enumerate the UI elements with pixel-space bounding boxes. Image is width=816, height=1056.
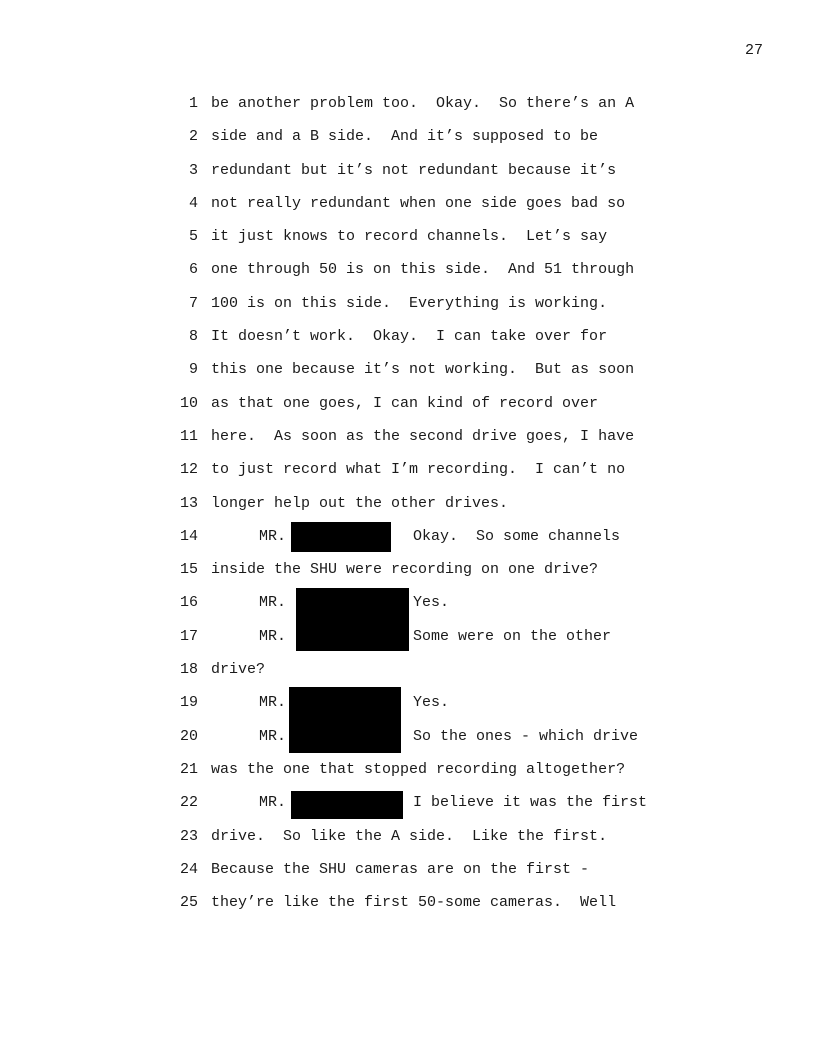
line-number: 24 xyxy=(179,860,198,878)
transcript-line xyxy=(0,160,816,193)
transcript-line xyxy=(0,259,816,292)
line-text: was the one that stopped recording altogether? xyxy=(211,760,626,778)
redaction-box xyxy=(289,687,401,753)
line-number: 11 xyxy=(179,427,198,445)
line-text: Some were on the other xyxy=(413,627,612,645)
line-text: be another problem too. Okay. So there’s an A xyxy=(211,95,635,112)
line-number: 20 xyxy=(179,727,198,745)
line-number: 17 xyxy=(179,627,198,645)
line-text: drive? xyxy=(211,661,266,679)
transcript-line xyxy=(0,826,816,859)
line-text: I believe it was the first xyxy=(413,794,648,812)
transcript-line xyxy=(0,359,816,392)
line-number: 15 xyxy=(179,561,198,579)
transcript-line xyxy=(0,459,816,492)
transcript-line xyxy=(0,126,816,159)
transcript-line xyxy=(0,326,816,359)
transcript-line xyxy=(0,659,816,692)
transcript-line xyxy=(0,692,816,725)
redaction-box xyxy=(291,791,403,819)
line-number: 18 xyxy=(179,661,198,679)
transcript-line xyxy=(0,759,816,792)
line-number: 14 xyxy=(179,527,198,545)
transcript-line xyxy=(0,93,816,126)
speaker-label: MR. xyxy=(259,594,287,612)
line-text: this one because it’s not working. But as soon xyxy=(211,361,635,379)
line-text: Because the SHU cameras are on the first - xyxy=(211,860,590,878)
line-number: 19 xyxy=(179,694,198,712)
speaker-label: MR. xyxy=(259,527,287,545)
transcript-line xyxy=(0,293,816,326)
transcript-body xyxy=(0,93,816,925)
line-text: side and a B side. And it’s supposed to be xyxy=(211,128,599,146)
speaker-label: MR. xyxy=(259,694,287,712)
transcript-line xyxy=(0,726,816,759)
line-number: 5 xyxy=(188,228,198,246)
page-number: 27 xyxy=(744,42,763,59)
line-text: Yes. xyxy=(413,594,450,612)
line-number: 12 xyxy=(179,461,198,479)
transcript-line xyxy=(0,859,816,892)
line-text: longer help out the other drives. xyxy=(211,494,509,512)
speaker-label: MR. xyxy=(259,627,287,645)
line-text: Okay. So some channels xyxy=(413,527,621,545)
transcript-line xyxy=(0,892,816,925)
line-number: 10 xyxy=(179,394,198,412)
line-text: inside the SHU were recording on one drive? xyxy=(211,561,599,579)
speaker-label: MR. xyxy=(259,794,287,812)
line-text: redundant but it’s not redundant because it’s xyxy=(211,161,617,179)
transcript-line xyxy=(0,393,816,426)
line-text: as that one goes, I can kind of record over xyxy=(211,394,599,412)
line-text: So the ones - which drive xyxy=(413,727,639,745)
transcript-line xyxy=(0,526,816,559)
line-number: 23 xyxy=(179,827,198,845)
line-number: 7 xyxy=(188,294,198,312)
line-number: 1 xyxy=(188,95,198,112)
transcript-line xyxy=(0,493,816,526)
line-number: 16 xyxy=(179,594,198,612)
line-text: they’re like the first 50-some cameras. Well xyxy=(211,894,617,912)
line-text: here. As soon as the second drive goes, I have xyxy=(211,427,635,445)
transcript-line xyxy=(0,426,816,459)
transcript-line xyxy=(0,193,816,226)
line-text: not really redundant when one side goes bad so xyxy=(211,194,626,212)
line-text: it just knows to record channels. Let’s say xyxy=(211,228,608,246)
line-text: one through 50 is on this side. And 51 through xyxy=(211,261,635,279)
line-number: 3 xyxy=(188,161,198,179)
line-text: to just record what I’m recording. I can’t no xyxy=(211,461,626,479)
line-number: 2 xyxy=(188,128,198,146)
transcript-line xyxy=(0,226,816,259)
line-number: 25 xyxy=(179,894,198,912)
line-number: 9 xyxy=(188,361,198,379)
redaction-box xyxy=(296,588,409,651)
line-number: 22 xyxy=(179,794,198,812)
redaction-box xyxy=(291,522,391,552)
line-text: Yes. xyxy=(413,694,450,712)
line-number: 8 xyxy=(188,328,198,346)
line-number: 4 xyxy=(188,194,198,212)
line-text: It doesn’t work. Okay. I can take over for xyxy=(211,328,608,346)
line-text: 100 is on this side. Everything is working. xyxy=(211,294,608,312)
line-number: 21 xyxy=(179,760,198,778)
line-number: 13 xyxy=(179,494,198,512)
line-text: drive. So like the A side. Like the first. xyxy=(211,827,608,845)
line-number: 6 xyxy=(188,261,198,279)
transcript-line xyxy=(0,792,816,825)
speaker-label: MR. xyxy=(259,727,287,745)
